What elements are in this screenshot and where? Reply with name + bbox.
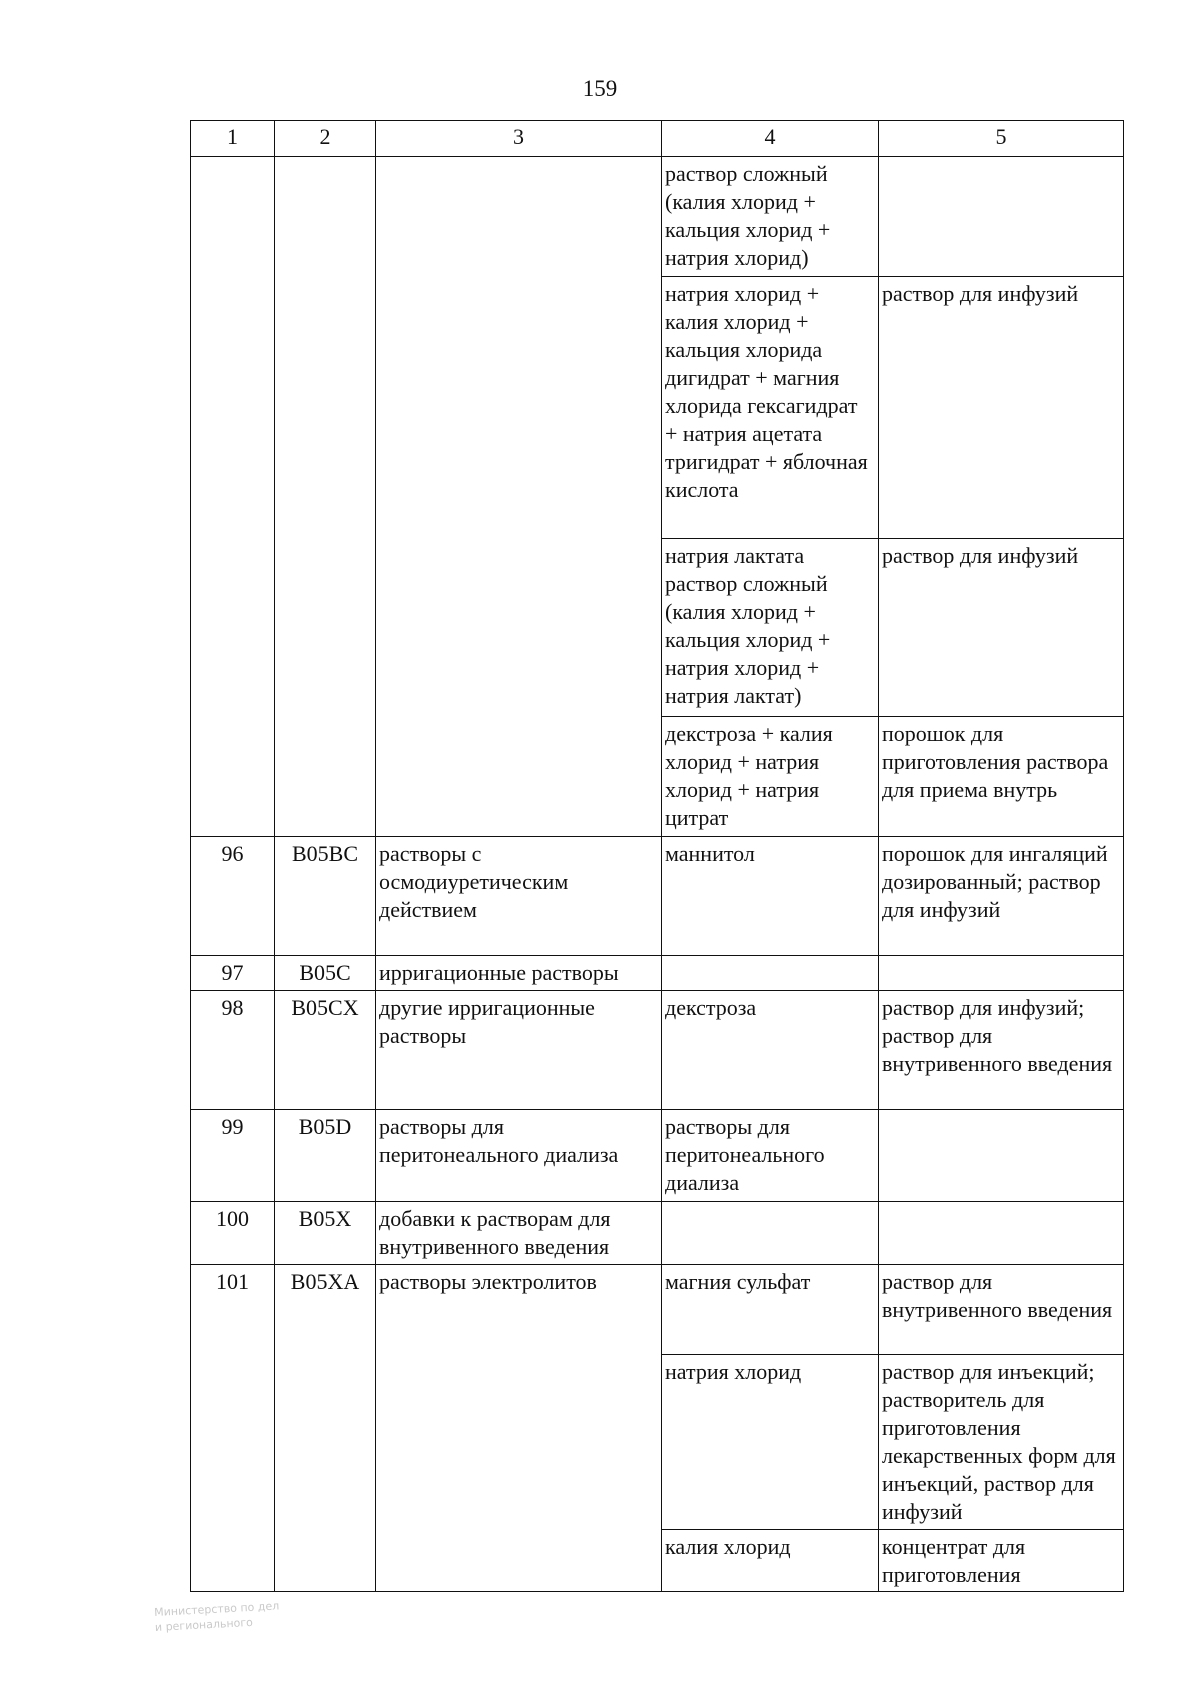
cell-group: другие ирригационные растворы [376,991,662,1110]
table-row [191,157,1124,277]
cell-num-empty [191,157,275,837]
cell-group: добавки к растворам для внутривенного введения [376,1202,662,1265]
cell-num: 101 [191,1265,275,1592]
cell-form [879,1202,1124,1265]
cell-group: ирригационные растворы [376,956,662,991]
cell-num: 99 [191,1110,275,1202]
cell-substance: натрия хлорид + калия хлорид + кальция хлорида дигидрат + магния хлорида гексагидрат + натрия ацетата тригидрат + яблочная кислота [662,277,879,539]
medicines-table [190,120,1124,1592]
cell-substance: натрия хлорид [662,1355,879,1530]
cell-substance: декстроза + калия хлорид + натрия хлорид + натрия цитрат [662,717,879,837]
header-col-3: 3 [376,121,662,157]
cell-form: концентрат для приготовления [879,1530,1124,1592]
cell-form: раствор для инъекций; растворитель для приготовления лекарственных форм для инъекций, раствор для инфузий [879,1355,1124,1530]
cell-code: B05BC [275,837,376,956]
stamp-line-1: Министерство по дел [153,1599,280,1619]
cell-code: B05D [275,1110,376,1202]
cell-num: 98 [191,991,275,1110]
cell-group: растворы электролитов [376,1265,662,1592]
faded-stamp [154,1595,346,1655]
cell-form: порошок для приготовления раствора для приема внутрь [879,717,1124,837]
cell-substance: натрия лактата раствор сложный (калия хлорид + кальция хлорид + натрия хлорид + натрия лактат) [662,539,879,717]
header-row [191,121,1124,157]
cell-substance: декстроза [662,991,879,1110]
cell-code: B05XA [275,1265,376,1592]
cell-substance: калия хлорид [662,1530,879,1592]
cell-form: порошок для ингаляций дозированный; раствор для инфузий [879,837,1124,956]
table-row [191,1110,1124,1202]
cell-form: раствор для инфузий [879,539,1124,717]
header-col-4: 4 [662,121,879,157]
stamp-line-2: и регионального [154,1615,254,1634]
table-row [191,1202,1124,1265]
cell-substance: магния сульфат [662,1265,879,1355]
cell-group-empty [376,157,662,837]
cell-form [879,1110,1124,1202]
cell-form [879,157,1124,277]
header-col-2: 2 [275,121,376,157]
table-row [191,1265,1124,1355]
cell-substance: раствор сложный (калия хлорид + кальция хлорид + натрия хлорид) [662,157,879,277]
cell-code: B05CX [275,991,376,1110]
cell-form: раствор для инфузий; раствор для внутривенного введения [879,991,1124,1110]
cell-substance: растворы для перитонеального диализа [662,1110,879,1202]
cell-group: растворы с осмодиуретическим действием [376,837,662,956]
cell-form: раствор для внутривенного введения [879,1265,1124,1355]
cell-substance: маннитол [662,837,879,956]
cell-substance [662,956,879,991]
cell-num: 96 [191,837,275,956]
table-row [191,991,1124,1110]
cell-num: 97 [191,956,275,991]
page-number: 159 [582,76,618,101]
table-row [191,837,1124,956]
cell-group: растворы для перитонеального диализа [376,1110,662,1202]
cell-substance [662,1202,879,1265]
cell-code-empty [275,157,376,837]
header-col-5: 5 [879,121,1124,157]
cell-form [879,956,1124,991]
table-row [191,956,1124,991]
header-col-1: 1 [191,121,275,157]
cell-num: 100 [191,1202,275,1265]
cell-form: раствор для инфузий [879,277,1124,539]
cell-code: B05X [275,1202,376,1265]
cell-code: B05C [275,956,376,991]
